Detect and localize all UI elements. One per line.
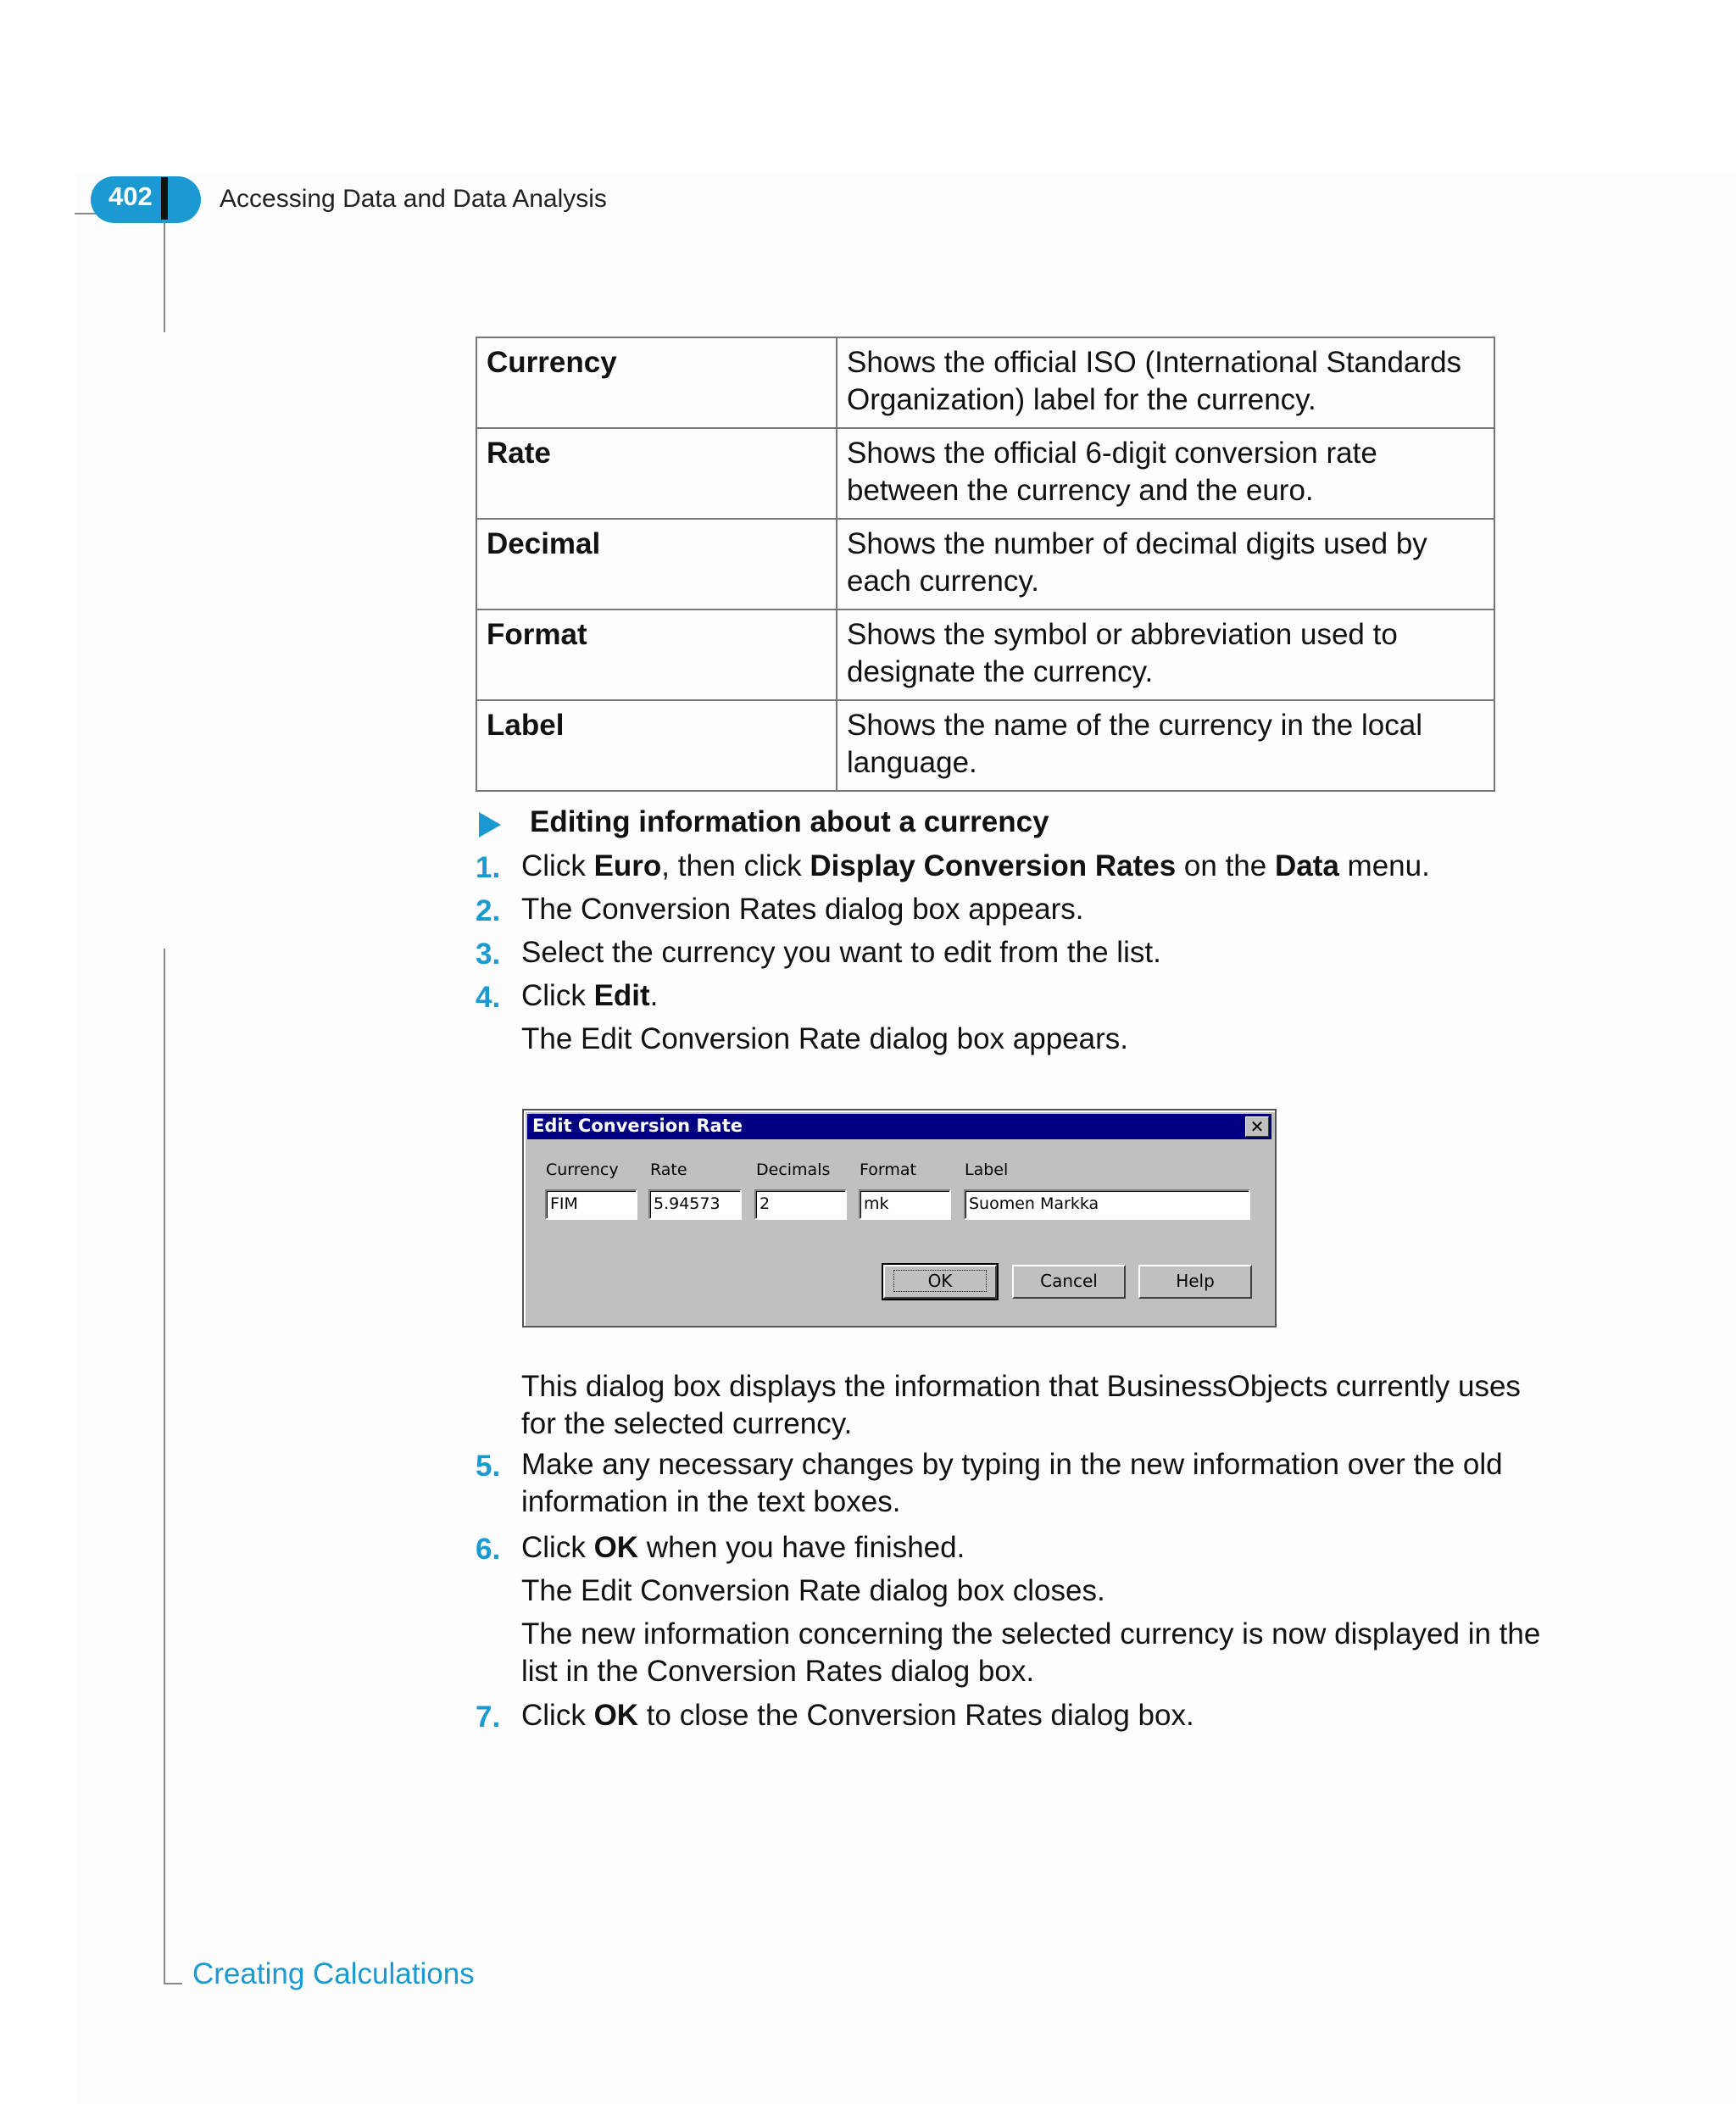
table-row bbox=[476, 337, 1494, 428]
page-number: 402 bbox=[108, 181, 153, 211]
step-note: The Edit Conversion Rate dialog box closes. bbox=[521, 1574, 1105, 1607]
decimals-label: Decimals bbox=[756, 1161, 831, 1179]
description-line: Shows the official ISO (International Standards bbox=[847, 346, 1462, 379]
step-number: 1. bbox=[476, 851, 501, 884]
step-text: The Conversion Rates dialog box appears. bbox=[521, 893, 1084, 926]
step-text: Click OK to close the Conversion Rates dialog box. bbox=[521, 1699, 1194, 1732]
term-cell: Label bbox=[476, 700, 837, 791]
page-number-bar bbox=[161, 177, 168, 220]
running-header-title: Accessing Data and Data Analysis bbox=[220, 185, 607, 213]
step-note: The Edit Conversion Rate dialog box appears. bbox=[521, 1022, 1128, 1055]
description-line: between the currency and the euro. bbox=[847, 474, 1314, 507]
rate-label: Rate bbox=[650, 1161, 687, 1179]
description-line: Shows the symbol or abbreviation used to bbox=[847, 618, 1398, 651]
format-label: Format bbox=[860, 1161, 916, 1179]
procedure-title: Editing information about a currency bbox=[530, 805, 1049, 838]
step-number: 6. bbox=[476, 1533, 501, 1566]
format-field[interactable]: mk bbox=[859, 1189, 951, 1220]
description-cell bbox=[837, 428, 1494, 519]
edit-conversion-rate-dialog bbox=[522, 1109, 1277, 1328]
description-line: Organization) label for the currency. bbox=[847, 383, 1316, 416]
procedure-arrow-icon bbox=[479, 812, 501, 838]
step-number: 4. bbox=[476, 981, 501, 1014]
footer-rule bbox=[164, 1983, 182, 1984]
dialog-titlebar bbox=[527, 1114, 1271, 1139]
decimals-field[interactable]: 2 bbox=[754, 1189, 847, 1220]
currency-label: Currency bbox=[546, 1161, 619, 1179]
table-row bbox=[476, 428, 1494, 519]
margin-rule-top bbox=[164, 222, 165, 332]
step-text: Click Euro, then click Display Conversion Rates on the Data menu. bbox=[521, 849, 1430, 882]
definitions-table bbox=[476, 337, 1495, 792]
step-text: Select the currency you want to edit from the list. bbox=[521, 936, 1161, 969]
table-row bbox=[476, 700, 1494, 791]
description-cell bbox=[837, 609, 1494, 700]
margin-rule-bottom bbox=[164, 949, 165, 1984]
term-cell: Currency bbox=[476, 337, 837, 428]
help-button[interactable]: Help bbox=[1138, 1265, 1252, 1299]
cancel-button[interactable]: Cancel bbox=[1012, 1265, 1126, 1299]
header-rule bbox=[75, 213, 96, 214]
description-cell bbox=[837, 519, 1494, 609]
table-row bbox=[476, 609, 1494, 700]
description-line: Shows the official 6-digit conversion rate bbox=[847, 437, 1377, 470]
step-number: 7. bbox=[476, 1700, 501, 1734]
table-row bbox=[476, 519, 1494, 609]
description-line: language. bbox=[847, 746, 977, 779]
term-cell: Rate bbox=[476, 428, 837, 519]
chapter-footer: Creating Calculations bbox=[192, 1957, 475, 1990]
step-note: The new information concerning the selected currency is now displayed in the list in the Conversion Rates dialog box. bbox=[521, 1617, 1541, 1688]
step-number: 2. bbox=[476, 894, 501, 927]
description-cell bbox=[837, 700, 1494, 791]
rate-field[interactable]: 5.94573 bbox=[648, 1189, 742, 1220]
term-cell: Format bbox=[476, 609, 837, 700]
description-line: Shows the name of the currency in the local bbox=[847, 709, 1422, 742]
dialog-description: This dialog box displays the information that BusinessObjects currently uses for the selected currency. bbox=[521, 1370, 1521, 1440]
step-text: Click Edit. bbox=[521, 979, 659, 1012]
dialog-title: Edit Conversion Rate bbox=[532, 1116, 743, 1136]
label-label: Label bbox=[965, 1161, 1009, 1179]
step-text: Make any necessary changes by typing in the new information over the old information in the text boxes. bbox=[521, 1448, 1503, 1518]
description-line: designate the currency. bbox=[847, 655, 1154, 688]
ok-button[interactable]: OK bbox=[883, 1265, 997, 1299]
step-text: Click OK when you have finished. bbox=[521, 1531, 965, 1564]
close-icon[interactable]: ✕ bbox=[1245, 1116, 1269, 1137]
step-number: 3. bbox=[476, 938, 501, 971]
currency-field[interactable]: FIM bbox=[545, 1189, 637, 1220]
term-cell: Decimal bbox=[476, 519, 837, 609]
description-cell bbox=[837, 337, 1494, 428]
label-field[interactable]: Suomen Markka bbox=[964, 1189, 1250, 1220]
description-line: Shows the number of decimal digits used by bbox=[847, 527, 1427, 560]
description-line: each currency. bbox=[847, 565, 1039, 598]
step-number: 5. bbox=[476, 1450, 501, 1483]
